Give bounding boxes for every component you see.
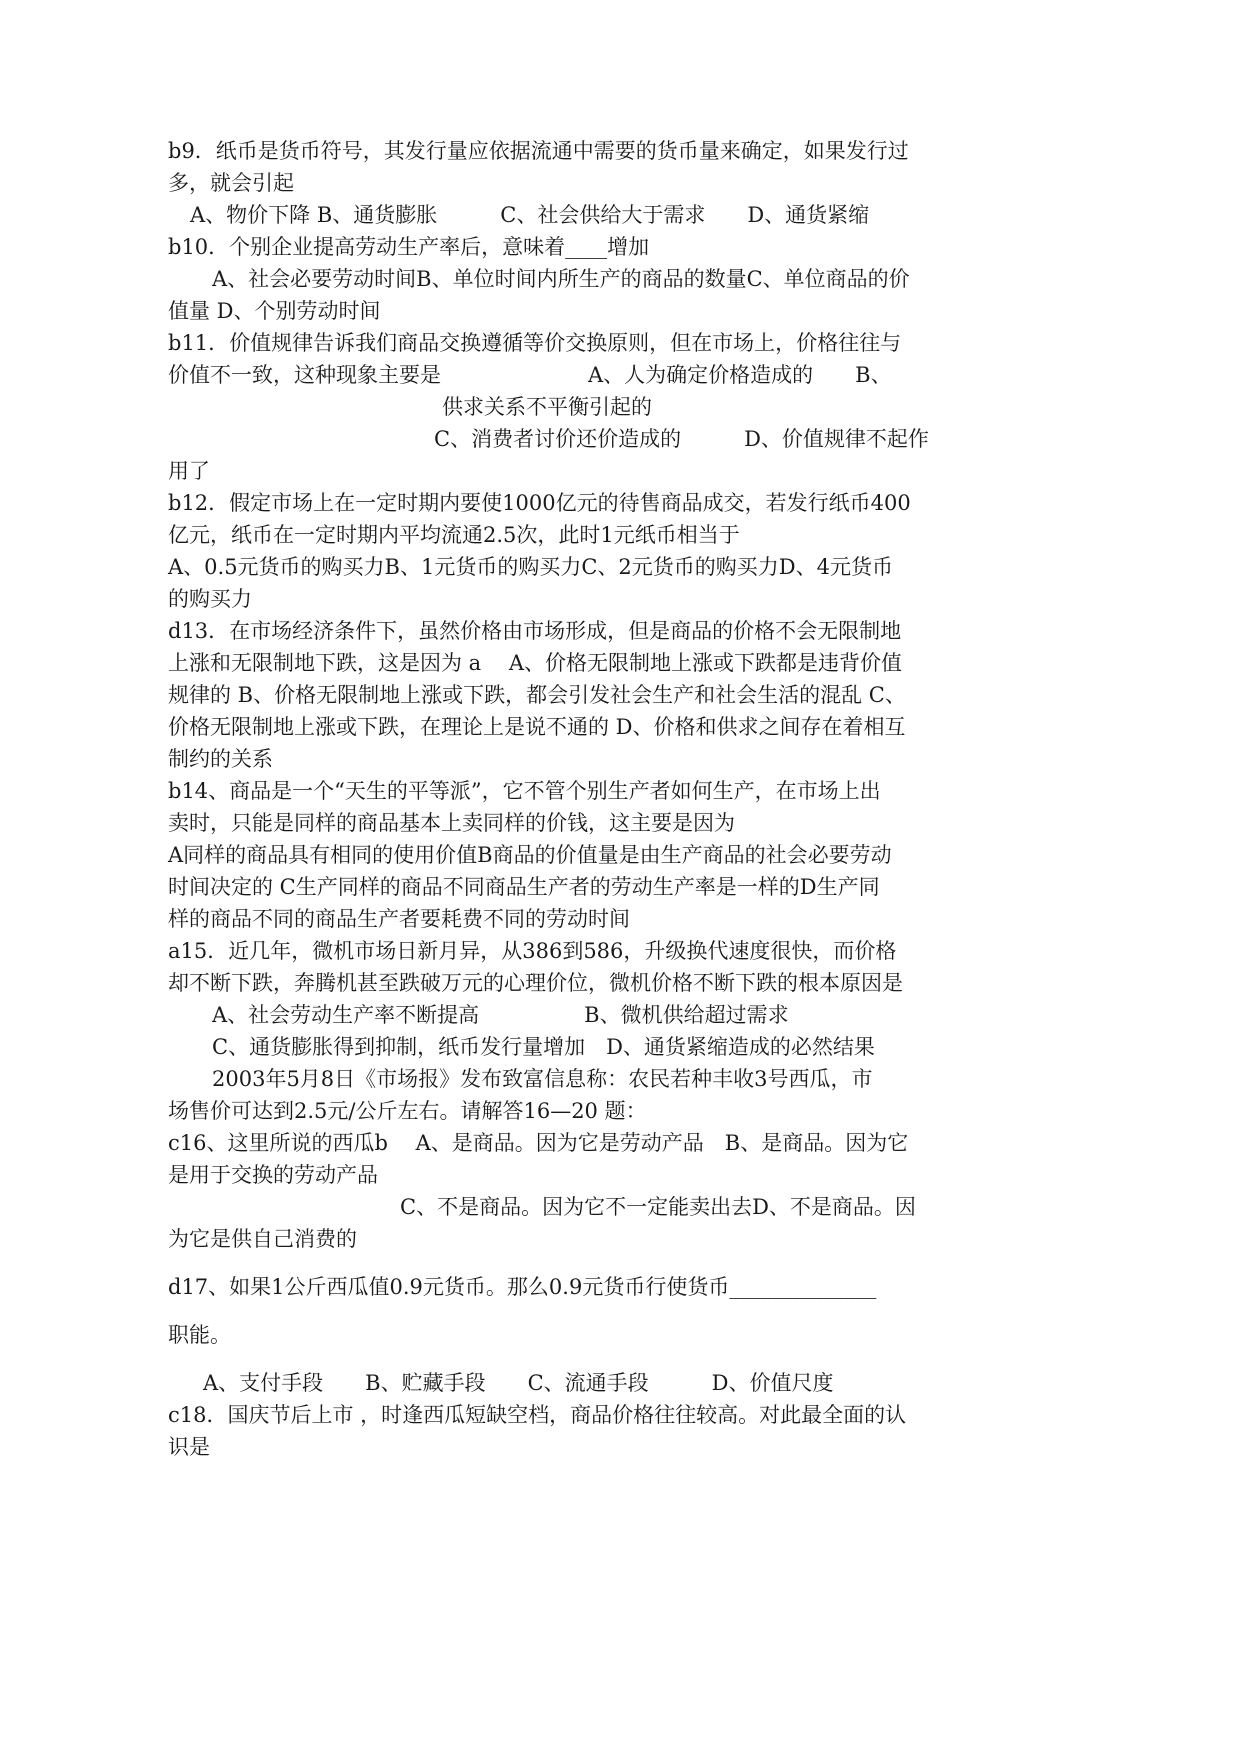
text-line: A、物价下降 B、通货膨胀 C、社会供给大于需求 D、通货紧缩	[190, 203, 870, 227]
text-line: 亿元，纸币在一定时期内平均流通2.5次，此时1元纸币相当于	[168, 523, 740, 547]
text-line: 2003年5月8日《市场报》发布致富信息称：农民若种丰收3号西瓜，市	[212, 1067, 873, 1091]
text-line: C、消费者讨价还价造成的 D、价值规律不起作	[434, 427, 929, 451]
text-line: b12．假定市场上在一定时期内要使1000亿元的待售商品成交，若发行纸币400	[168, 491, 911, 515]
text-line: 却不断下跌，奔腾机甚至跌破万元的心理价位，微机价格不断下跌的根本原因是	[168, 971, 903, 995]
text-line: 供求关系不平衡引起的	[442, 395, 652, 419]
text-line: 的购买力	[168, 587, 252, 611]
text-line: C、不是商品。因为它不一定能卖出去D、不是商品。因	[400, 1195, 916, 1219]
text-line: 值量 D、个别劳动时间	[168, 299, 381, 323]
text-line: A同样的商品具有相同的使用价值B商品的价值量是由生产商品的社会必要劳动	[168, 843, 892, 867]
text-line: b10．个别企业提高劳动生产率后，意味着____增加	[168, 235, 650, 259]
text-line: A、支付手段 B、贮藏手段 C、流通手段 D、价值尺度	[203, 1371, 834, 1395]
text-line: 识是	[168, 1435, 210, 1459]
text-line: 时间决定的 C生产同样的商品不同商品生产者的劳动生产率是一样的D生产同	[168, 875, 880, 899]
text-line: A、0.5元货币的购买力B、1元货币的购买力C、2元货币的购买力D、4元货币	[168, 555, 893, 579]
text-line: c16、这里所说的西瓜b A、是商品。因为它是劳动产品 B、是商品。因为它	[168, 1131, 909, 1155]
text-line: A、社会劳动生产率不断提高 B、微机供给超过需求	[212, 1003, 789, 1027]
text-line: a15．近几年，微机市场日新月异，从386到586，升级换代速度很快，而价格	[168, 939, 897, 963]
text-line: 规律的 B、价格无限制地上涨或下跌，都会引发社会生产和社会生活的混乱 C、	[168, 683, 906, 707]
text-line: 价格无限制地上涨或下跌，在理论上是说不通的 D、价格和供求之间存在着相互	[168, 715, 906, 739]
text-line: b11．价值规律告诉我们商品交换遵循等价交换原则，但在市场上，价格往往与	[168, 331, 902, 355]
text-line: 是用于交换的劳动产品	[168, 1163, 378, 1187]
text-line: 多，就会引起	[168, 171, 294, 195]
text-line: 制约的关系	[168, 747, 273, 771]
text-line: 卖时，只能是同样的商品基本上卖同样的价钱，这主要是因为	[168, 811, 735, 835]
text-line: 样的商品不同的商品生产者要耗费不同的劳动时间	[168, 907, 630, 931]
text-line: 价值不一致，这种现象主要是 A、人为确定价格造成的 B、	[168, 363, 892, 387]
text-line: b14、商品是一个“天生的平等派”，它不管个别生产者如何生产，在市场上出	[168, 779, 881, 803]
text-line: b9．纸币是货币符号，其发行量应依据流通中需要的货币量来确定，如果发行过	[168, 139, 909, 163]
text-line: d17、如果1公斤西瓜值0.9元货币。那么0.9元货币行使货币______________	[168, 1275, 877, 1299]
text-line: c18．国庆节后上市 ，时逢西瓜短缺空档，商品价格往往较高。对此最全面的认	[168, 1403, 907, 1427]
text-line: A、社会必要劳动时间B、单位时间内所生产的商品的数量C、单位商品的价	[212, 267, 910, 291]
text-line: 用了	[168, 459, 210, 483]
text-line: 为它是供自己消费的	[168, 1227, 357, 1251]
text-line: 职能。	[168, 1323, 231, 1347]
text-line: C、通货膨胀得到抑制，纸币发行量增加 D、通货紧缩造成的必然结果	[212, 1035, 875, 1059]
text-line: 场售价可达到2.5元/公斤左右。请解答16—20 题：	[168, 1099, 647, 1123]
text-line: 上涨和无限制地下跌，这是因为 a A、价格无限制地上涨或下跌都是违背价值	[168, 651, 903, 675]
text-line: d13．在市场经济条件下，虽然价格由市场形成，但是商品的价格不会无限制地	[168, 619, 902, 643]
